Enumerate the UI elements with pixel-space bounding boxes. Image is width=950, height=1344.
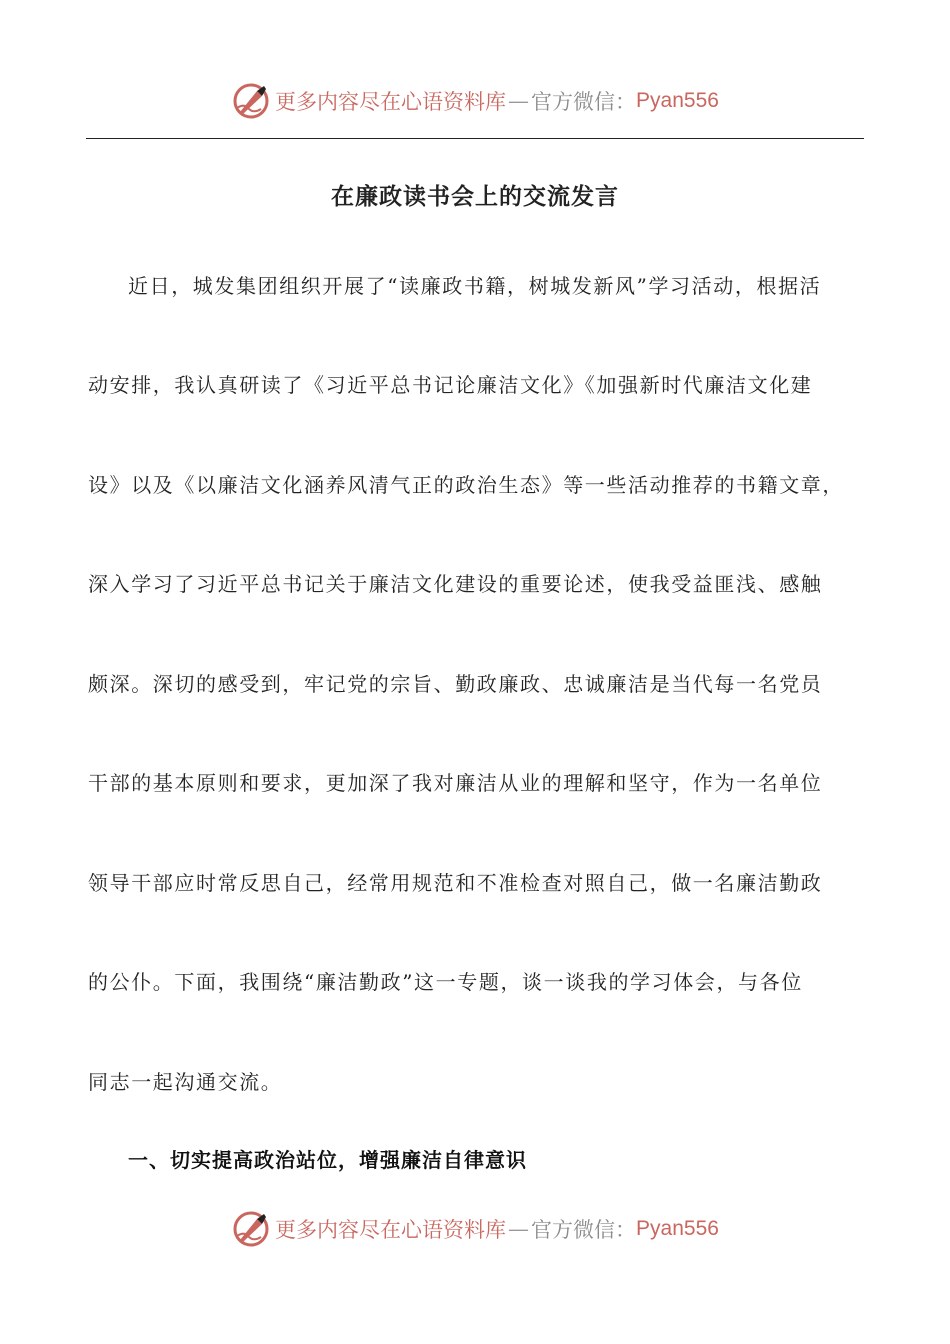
fountain-pen-logo-icon xyxy=(231,1209,271,1249)
wechat-label: 官方微信： xyxy=(531,90,637,114)
paragraph-line: 同志一起沟通交流。 xyxy=(88,1070,283,1094)
paragraph-line: 领导干部应时常反思自己，经常用规范和不准检查对照自己，做一名廉洁勤政 xyxy=(88,871,823,895)
banner-separator: — xyxy=(508,89,530,113)
header-divider xyxy=(86,138,864,139)
fountain-pen-logo-icon xyxy=(231,81,271,121)
promo-text: 更多内容尽在心语资料库 xyxy=(275,90,507,114)
paragraph-line: 的公仆。下面，我围绕“廉洁勤政”这一专题，谈一谈我的学习体会，与各位 xyxy=(88,970,803,994)
header-banner xyxy=(0,76,950,126)
section-heading: 一、切实提高政治站位，增强廉洁自律意识 xyxy=(128,1148,527,1172)
paragraph-line: 深入学习了习近平总书记关于廉洁文化建设的重要论述，使我受益匪浅、感触 xyxy=(88,572,823,596)
paragraph-line: 干部的基本原则和要求，更加深了我对廉洁从业的理解和坚守，作为一名单位 xyxy=(88,771,823,795)
paragraph-line: 设》以及《以廉洁文化涵养风清气正的政治生态》等一些活动推荐的书籍文章， xyxy=(88,473,844,497)
document-title: 在廉政读书会上的交流发言 xyxy=(331,183,619,210)
promo-text: 更多内容尽在心语资料库 xyxy=(275,1218,507,1242)
wechat-label: 官方微信： xyxy=(531,1218,637,1242)
paragraph-line: 动安排，我认真研读了《习近平总书记论廉洁文化》《加强新时代廉洁文化建 xyxy=(88,373,813,397)
paragraph-line: 近日，城发集团组织开展了“读廉政书籍，树城发新风”学习活动，根据活 xyxy=(128,274,822,298)
wechat-id: Pyan556 xyxy=(636,89,719,112)
wechat-id: Pyan556 xyxy=(636,1217,719,1240)
footer-banner xyxy=(0,1204,950,1254)
paragraph-line: 颇深。深切的感受到，牢记党的宗旨、勤政廉政、忠诚廉洁是当代每一名党员 xyxy=(88,672,823,696)
banner-separator: — xyxy=(508,1217,530,1241)
